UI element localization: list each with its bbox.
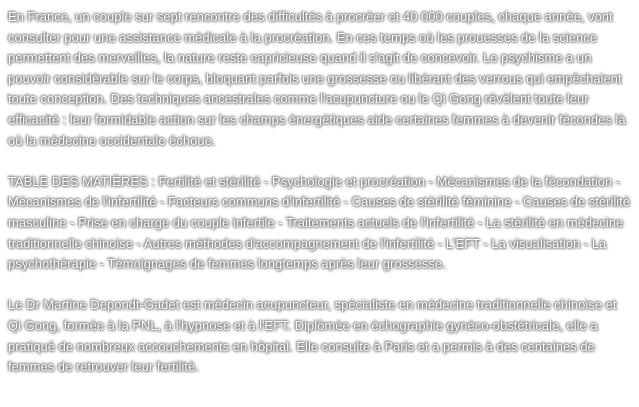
author-bio-paragraph: Le Dr Martine Depondt-Gadet est médecin acupuncteur, spécialiste en médecine traditionnelle chinoise et Qi Gong, formée à la PNL, à l'hypnose et à l'EFT. Diplômée en échographie gynéco-obstétricale, elle a pratiqué de nombreux accouchements en hôpital. Elle consulte à Paris et a permis à des centaines de femmes de retrouver leur fertilité. [8,297,617,375]
table-of-contents-paragraph: TABLE DES MATIÈRES : Fertilité et stérilité - Psychologie et procréation - Mécanismes de la fécondation - Mécanismes de l'infertilité - Facteurs communs d'infertilité - Causes de stérilité féminine - Causes de stérilité masculine - Prise en charge du couple infertile - Traitements actuels de l'infertilité - La stérilité en médecine traditionnelle chinoise - Autres méthodes d'accompagnement de l'infertilité - L'EFT - La visualisation - La psychothérapie - Témoignages de femmes longtemps après leur grossesse. [8,173,630,272]
intro-paragraph: En France, un couple sur sept rencontre des difficultés à procréer et 40 000 couples, chaque année, vont consulter pour une assistance médicale à la procréation. En ces temps où les prouesses de la science permettent des merveilles, la nature reste capricieuse quand il s'agit de concevoir. Le psychisme a un pouvoir considérable sur le corps, bloquant parfois une grossesse ou libérant des verrous qui empêchaient toute conception. Des techniques ancestrales comme l'acupuncture ou le Qi Gong révèlent toute leur efficacité : leur formidable action sur les champs énergétiques aide certaines femmes à devenir fécondes là où la médecine occidentale échoue. [8,9,626,148]
